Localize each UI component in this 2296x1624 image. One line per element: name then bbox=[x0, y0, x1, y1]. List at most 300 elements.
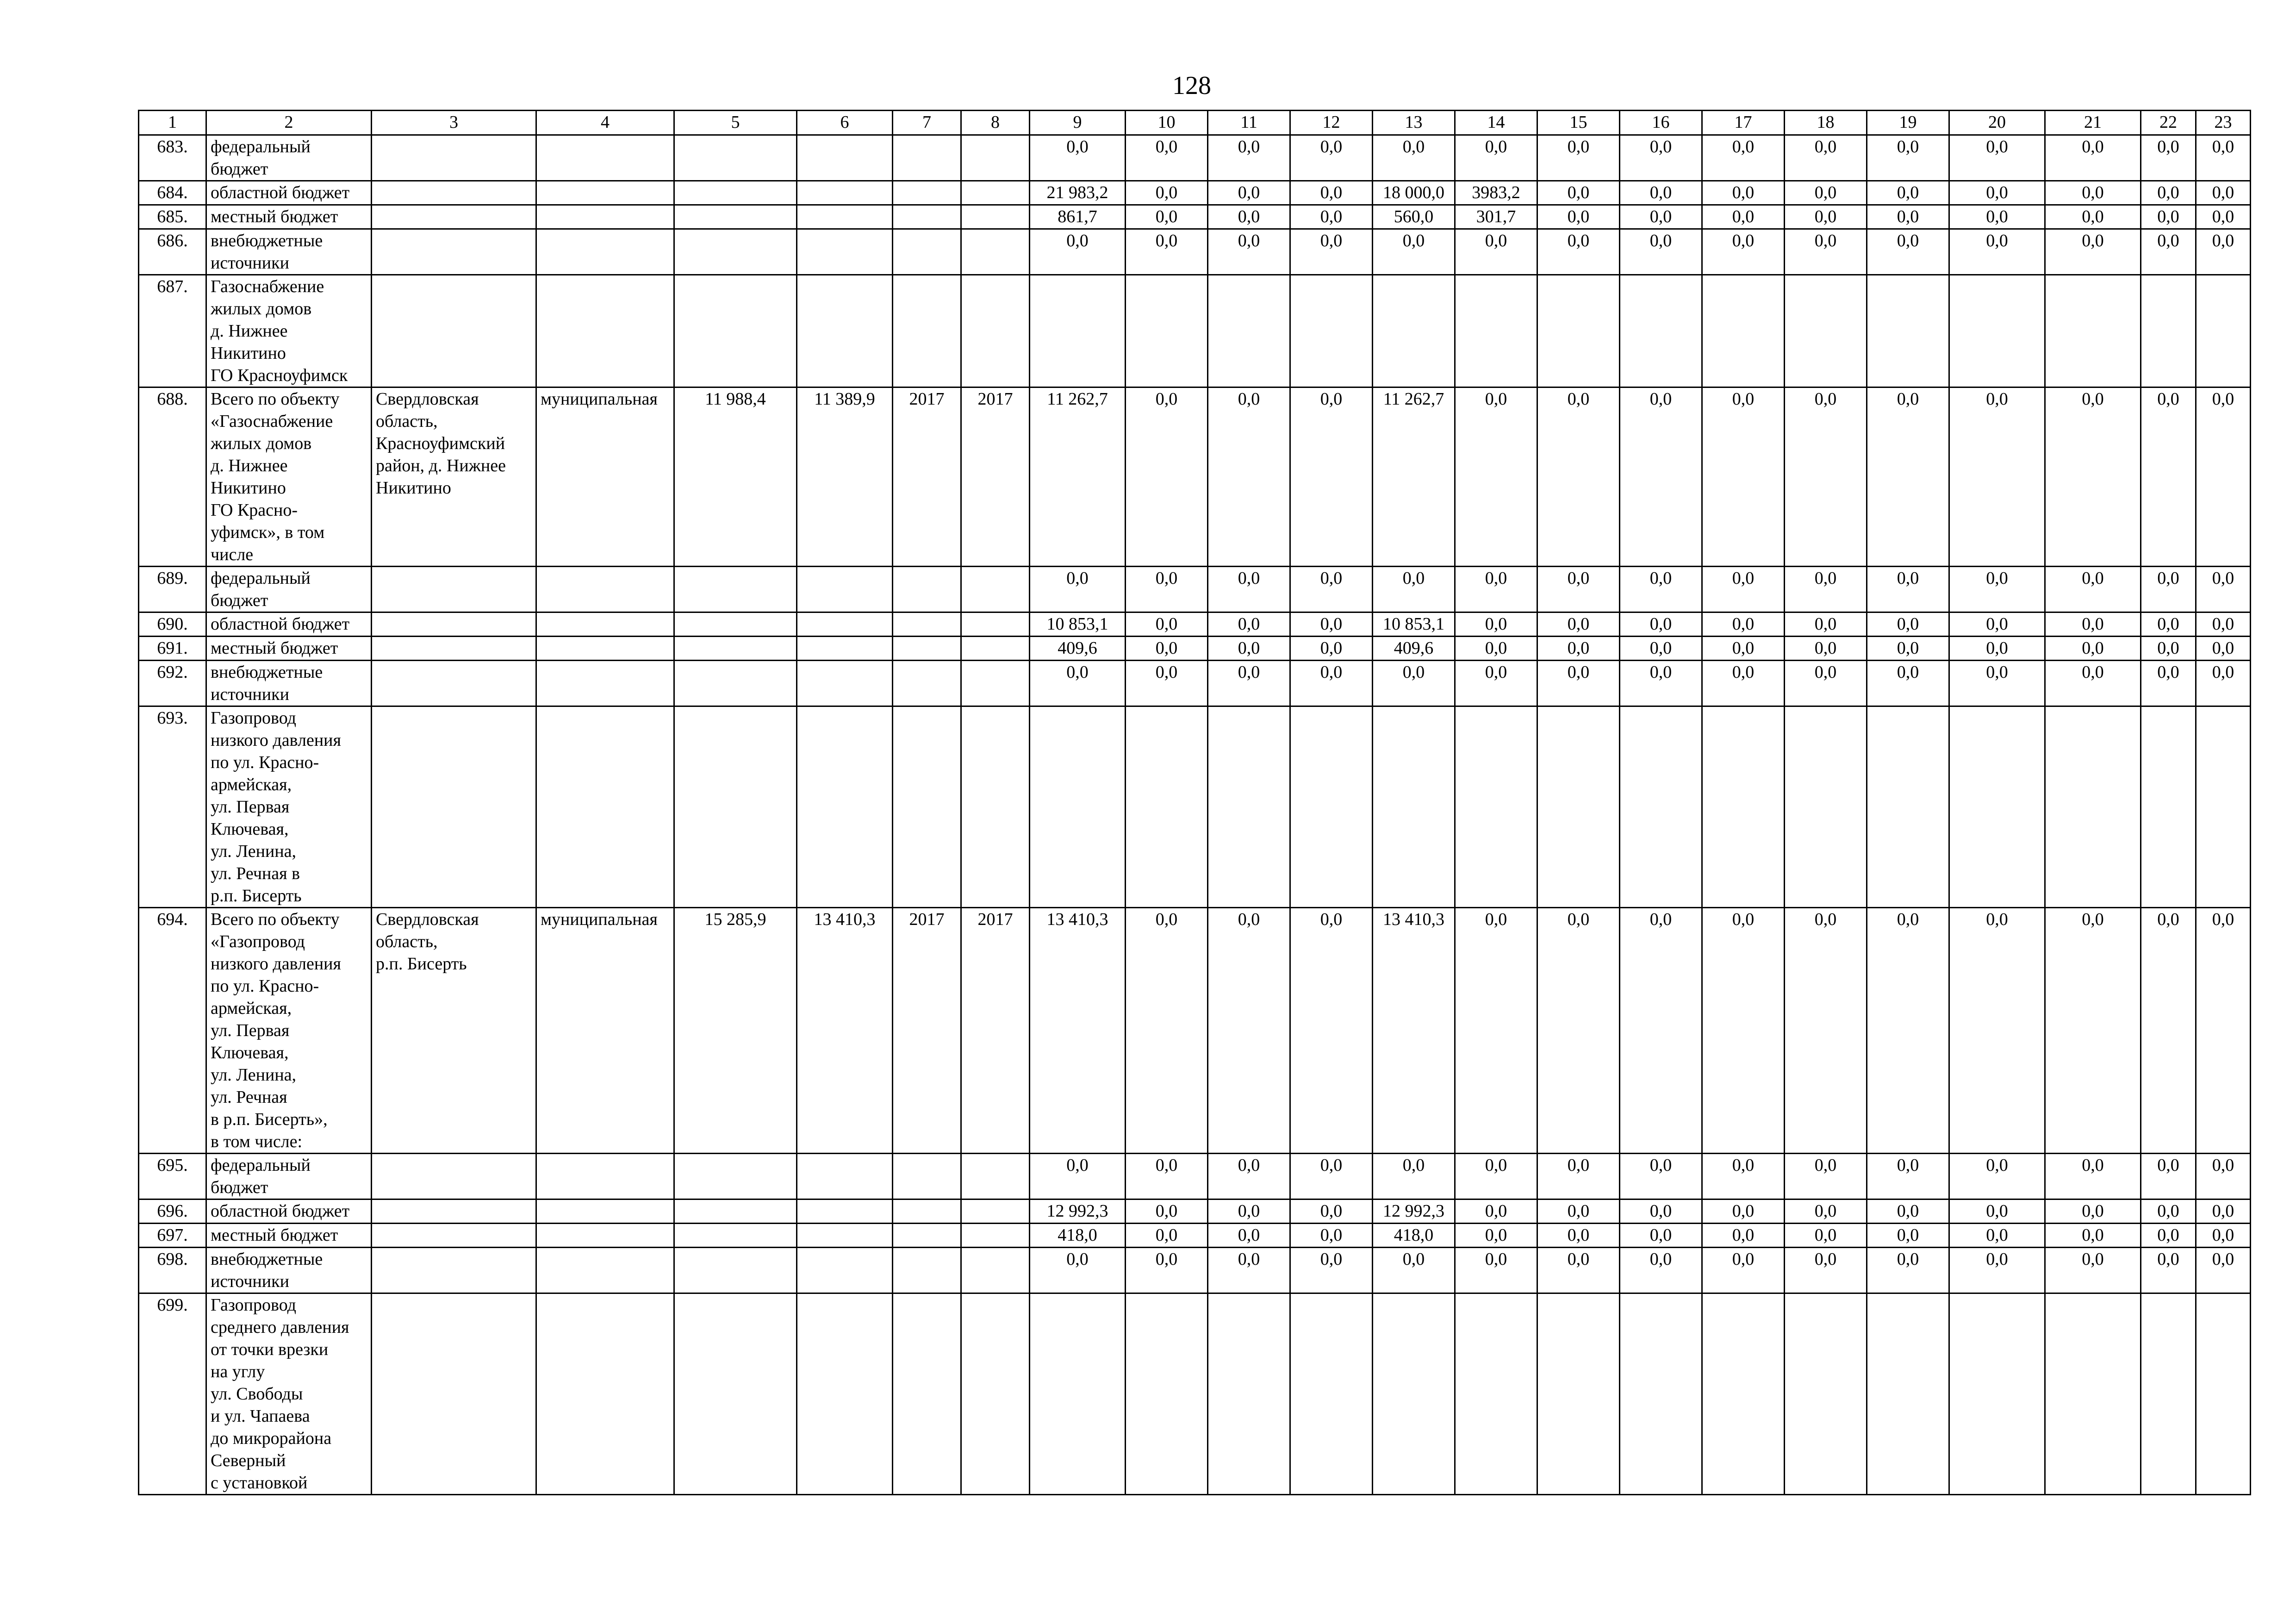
estimated-cost-cell: 11 988,4 bbox=[674, 387, 797, 567]
object-name-cell: местный бюджет bbox=[206, 205, 372, 229]
object-name-cell: Газоснабжение жилых домов д. Нижнее Никитино ГО Красноуфимск bbox=[206, 275, 372, 387]
amount-cell: 0,0 bbox=[1620, 1199, 1702, 1224]
remaining-cost-cell bbox=[797, 1199, 893, 1224]
amount-cell: 0,0 bbox=[2045, 908, 2141, 1154]
column-number-cell: 3 bbox=[372, 111, 536, 135]
amount-cell: 0,0 bbox=[1290, 612, 1373, 637]
end-year-cell bbox=[961, 1293, 1030, 1495]
location-cell bbox=[372, 135, 536, 181]
amount-cell: 0,0 bbox=[1867, 1224, 1949, 1248]
location-cell bbox=[372, 1224, 536, 1248]
amount-cell: 0,0 bbox=[2141, 229, 2196, 275]
row-number-cell: 696. bbox=[139, 1199, 206, 1224]
amount-cell: 0,0 bbox=[1126, 567, 1208, 612]
amount-cell: 0,0 bbox=[1867, 1154, 1949, 1199]
amount-cell: 0,0 bbox=[1373, 135, 1455, 181]
estimated-cost-cell bbox=[674, 1154, 797, 1199]
amount-cell: 0,0 bbox=[1702, 1154, 1785, 1199]
remaining-cost-cell bbox=[797, 275, 893, 387]
amount-cell: 0,0 bbox=[1455, 1199, 1537, 1224]
location-cell bbox=[372, 1154, 536, 1199]
location-cell bbox=[372, 1293, 536, 1495]
ownership-cell bbox=[536, 205, 674, 229]
estimated-cost-cell bbox=[674, 1293, 797, 1495]
amount-cell bbox=[2045, 275, 2141, 387]
amount-cell: 0,0 bbox=[1867, 181, 1949, 205]
amount-cell bbox=[2196, 706, 2251, 908]
amount-cell bbox=[1030, 706, 1126, 908]
amount-cell: 0,0 bbox=[2196, 1224, 2251, 1248]
table-row bbox=[139, 135, 2251, 181]
column-number-cell: 21 bbox=[2045, 111, 2141, 135]
amount-cell: 0,0 bbox=[2196, 135, 2251, 181]
amount-cell: 0,0 bbox=[2045, 229, 2141, 275]
amount-cell: 0,0 bbox=[1208, 612, 1290, 637]
row-number-cell: 684. bbox=[139, 181, 206, 205]
amount-cell: 0,0 bbox=[1702, 181, 1785, 205]
amount-cell: 0,0 bbox=[1620, 612, 1702, 637]
start-year-cell: 2017 bbox=[893, 908, 961, 1154]
amount-cell bbox=[1949, 706, 2045, 908]
amount-cell: 409,6 bbox=[1030, 637, 1126, 661]
amount-cell bbox=[2141, 275, 2196, 387]
amount-cell: 0,0 bbox=[1126, 135, 1208, 181]
amount-cell: 0,0 bbox=[1785, 612, 1867, 637]
remaining-cost-cell bbox=[797, 181, 893, 205]
amount-cell: 0,0 bbox=[1620, 567, 1702, 612]
start-year-cell bbox=[893, 567, 961, 612]
amount-cell: 0,0 bbox=[1620, 637, 1702, 661]
amount-cell: 0,0 bbox=[1537, 387, 1620, 567]
amount-cell bbox=[1702, 706, 1785, 908]
ownership-cell bbox=[536, 135, 674, 181]
row-number-cell: 693. bbox=[139, 706, 206, 908]
ownership-cell bbox=[536, 612, 674, 637]
end-year-cell bbox=[961, 612, 1030, 637]
end-year-cell bbox=[961, 181, 1030, 205]
amount-cell: 0,0 bbox=[1785, 661, 1867, 706]
estimated-cost-cell bbox=[674, 706, 797, 908]
table-row bbox=[139, 612, 2251, 637]
remaining-cost-cell bbox=[797, 661, 893, 706]
row-number-cell: 691. bbox=[139, 637, 206, 661]
amount-cell: 0,0 bbox=[1537, 637, 1620, 661]
table-row bbox=[139, 1199, 2251, 1224]
amount-cell: 0,0 bbox=[1455, 229, 1537, 275]
amount-cell bbox=[1290, 706, 1373, 908]
remaining-cost-cell: 13 410,3 bbox=[797, 908, 893, 1154]
amount-cell: 0,0 bbox=[1290, 637, 1373, 661]
amount-cell: 0,0 bbox=[1702, 229, 1785, 275]
start-year-cell bbox=[893, 1224, 961, 1248]
amount-cell: 0,0 bbox=[1785, 1154, 1867, 1199]
column-number-cell: 10 bbox=[1126, 111, 1208, 135]
amount-cell: 0,0 bbox=[1702, 387, 1785, 567]
amount-cell: 0,0 bbox=[1867, 661, 1949, 706]
ownership-cell bbox=[536, 229, 674, 275]
amount-cell: 0,0 bbox=[1785, 135, 1867, 181]
amount-cell: 0,0 bbox=[1702, 1248, 1785, 1293]
amount-cell: 0,0 bbox=[1785, 387, 1867, 567]
budget-table bbox=[138, 110, 2251, 1495]
amount-cell: 0,0 bbox=[1290, 661, 1373, 706]
amount-cell: 0,0 bbox=[1867, 637, 1949, 661]
amount-cell: 0,0 bbox=[1785, 1248, 1867, 1293]
amount-cell: 0,0 bbox=[1030, 1248, 1126, 1293]
row-number-cell: 689. bbox=[139, 567, 206, 612]
amount-cell bbox=[1785, 1293, 1867, 1495]
end-year-cell bbox=[961, 567, 1030, 612]
amount-cell: 0,0 bbox=[1373, 567, 1455, 612]
amount-cell: 0,0 bbox=[1208, 637, 1290, 661]
start-year-cell: 2017 bbox=[893, 387, 961, 567]
start-year-cell bbox=[893, 1248, 961, 1293]
amount-cell: 0,0 bbox=[1455, 908, 1537, 1154]
estimated-cost-cell bbox=[674, 1224, 797, 1248]
remaining-cost-cell bbox=[797, 229, 893, 275]
amount-cell: 12 992,3 bbox=[1030, 1199, 1126, 1224]
column-number-cell: 8 bbox=[961, 111, 1030, 135]
amount-cell: 0,0 bbox=[2141, 637, 2196, 661]
start-year-cell bbox=[893, 661, 961, 706]
amount-cell bbox=[1702, 1293, 1785, 1495]
amount-cell bbox=[1620, 275, 1702, 387]
amount-cell: 0,0 bbox=[1620, 1224, 1702, 1248]
amount-cell: 0,0 bbox=[1867, 1199, 1949, 1224]
amount-cell: 0,0 bbox=[2045, 1199, 2141, 1224]
amount-cell bbox=[1126, 275, 1208, 387]
amount-cell: 0,0 bbox=[2045, 637, 2141, 661]
amount-cell: 0,0 bbox=[1208, 1248, 1290, 1293]
table-row bbox=[139, 567, 2251, 612]
column-number-cell: 2 bbox=[206, 111, 372, 135]
amount-cell bbox=[1373, 1293, 1455, 1495]
amount-cell bbox=[1208, 706, 1290, 908]
amount-cell bbox=[1949, 275, 2045, 387]
location-cell bbox=[372, 567, 536, 612]
location-cell bbox=[372, 205, 536, 229]
estimated-cost-cell bbox=[674, 181, 797, 205]
remaining-cost-cell bbox=[797, 1293, 893, 1495]
amount-cell bbox=[1537, 1293, 1620, 1495]
location-cell: Свердловская область, р.п. Бисерть bbox=[372, 908, 536, 1154]
amount-cell: 0,0 bbox=[1126, 1154, 1208, 1199]
start-year-cell bbox=[893, 706, 961, 908]
amount-cell bbox=[1208, 1293, 1290, 1495]
amount-cell bbox=[2196, 275, 2251, 387]
amount-cell: 0,0 bbox=[1537, 1199, 1620, 1224]
amount-cell: 0,0 bbox=[2141, 181, 2196, 205]
location-cell bbox=[372, 181, 536, 205]
amount-cell: 0,0 bbox=[1126, 229, 1208, 275]
table-row bbox=[139, 181, 2251, 205]
amount-cell: 0,0 bbox=[1867, 229, 1949, 275]
amount-cell: 0,0 bbox=[1537, 567, 1620, 612]
amount-cell: 0,0 bbox=[1949, 612, 2045, 637]
amount-cell: 0,0 bbox=[1620, 181, 1702, 205]
start-year-cell bbox=[893, 275, 961, 387]
amount-cell: 0,0 bbox=[1949, 637, 2045, 661]
location-cell bbox=[372, 637, 536, 661]
row-number-cell: 683. bbox=[139, 135, 206, 181]
amount-cell bbox=[1867, 1293, 1949, 1495]
amount-cell: 0,0 bbox=[1702, 1199, 1785, 1224]
location-cell bbox=[372, 612, 536, 637]
remaining-cost-cell: 11 389,9 bbox=[797, 387, 893, 567]
amount-cell: 0,0 bbox=[1949, 1154, 2045, 1199]
amount-cell: 0,0 bbox=[1537, 1248, 1620, 1293]
amount-cell: 0,0 bbox=[2045, 387, 2141, 567]
amount-cell: 418,0 bbox=[1030, 1224, 1126, 1248]
estimated-cost-cell bbox=[674, 1199, 797, 1224]
end-year-cell bbox=[961, 1199, 1030, 1224]
end-year-cell bbox=[961, 637, 1030, 661]
amount-cell: 0,0 bbox=[2141, 205, 2196, 229]
amount-cell: 0,0 bbox=[1126, 1224, 1208, 1248]
amount-cell: 0,0 bbox=[2141, 908, 2196, 1154]
ownership-cell: муниципальная bbox=[536, 908, 674, 1154]
amount-cell: 0,0 bbox=[1208, 1154, 1290, 1199]
amount-cell: 0,0 bbox=[1620, 205, 1702, 229]
amount-cell: 0,0 bbox=[2045, 135, 2141, 181]
amount-cell: 0,0 bbox=[1620, 229, 1702, 275]
amount-cell: 0,0 bbox=[2196, 387, 2251, 567]
amount-cell: 0,0 bbox=[1867, 135, 1949, 181]
amount-cell: 0,0 bbox=[1030, 1154, 1126, 1199]
amount-cell: 13 410,3 bbox=[1030, 908, 1126, 1154]
remaining-cost-cell bbox=[797, 612, 893, 637]
amount-cell: 0,0 bbox=[1785, 229, 1867, 275]
amount-cell: 3983,2 bbox=[1455, 181, 1537, 205]
object-name-cell: местный бюджет bbox=[206, 637, 372, 661]
amount-cell: 0,0 bbox=[1537, 135, 1620, 181]
object-name-cell: внебюджетные источники bbox=[206, 229, 372, 275]
amount-cell: 0,0 bbox=[1455, 1248, 1537, 1293]
amount-cell bbox=[1455, 706, 1537, 908]
column-number-cell: 9 bbox=[1030, 111, 1126, 135]
amount-cell: 0,0 bbox=[1455, 1224, 1537, 1248]
amount-cell: 0,0 bbox=[1867, 387, 1949, 567]
amount-cell: 18 000,0 bbox=[1373, 181, 1455, 205]
start-year-cell bbox=[893, 181, 961, 205]
start-year-cell bbox=[893, 135, 961, 181]
end-year-cell bbox=[961, 661, 1030, 706]
amount-cell: 11 262,7 bbox=[1030, 387, 1126, 567]
table-row bbox=[139, 706, 2251, 908]
amount-cell: 0,0 bbox=[1949, 387, 2045, 567]
row-number-cell: 699. bbox=[139, 1293, 206, 1495]
remaining-cost-cell bbox=[797, 1224, 893, 1248]
amount-cell: 0,0 bbox=[1537, 1224, 1620, 1248]
amount-cell: 0,0 bbox=[1126, 908, 1208, 1154]
amount-cell bbox=[2196, 1293, 2251, 1495]
amount-cell: 0,0 bbox=[1949, 181, 2045, 205]
amount-cell: 0,0 bbox=[1867, 567, 1949, 612]
amount-cell bbox=[1537, 275, 1620, 387]
amount-cell bbox=[1208, 275, 1290, 387]
amount-cell bbox=[1702, 275, 1785, 387]
amount-cell bbox=[1949, 1293, 2045, 1495]
start-year-cell bbox=[893, 1154, 961, 1199]
amount-cell: 0,0 bbox=[2045, 205, 2141, 229]
remaining-cost-cell bbox=[797, 135, 893, 181]
amount-cell: 0,0 bbox=[2141, 1248, 2196, 1293]
object-name-cell: Газопровод среднего давления от точки врезки на углу ул. Свободы и ул. Чапаева до микрорайона Северный с установкой bbox=[206, 1293, 372, 1495]
end-year-cell: 2017 bbox=[961, 908, 1030, 1154]
ownership-cell bbox=[536, 275, 674, 387]
amount-cell: 21 983,2 bbox=[1030, 181, 1126, 205]
estimated-cost-cell bbox=[674, 612, 797, 637]
amount-cell: 10 853,1 bbox=[1373, 612, 1455, 637]
amount-cell: 0,0 bbox=[1702, 135, 1785, 181]
remaining-cost-cell bbox=[797, 637, 893, 661]
amount-cell: 0,0 bbox=[1867, 612, 1949, 637]
column-number-cell: 19 bbox=[1867, 111, 1949, 135]
amount-cell: 0,0 bbox=[2141, 1199, 2196, 1224]
column-number-cell: 4 bbox=[536, 111, 674, 135]
start-year-cell bbox=[893, 612, 961, 637]
amount-cell: 0,0 bbox=[1290, 1199, 1373, 1224]
amount-cell: 0,0 bbox=[1208, 181, 1290, 205]
ownership-cell bbox=[536, 637, 674, 661]
table-row bbox=[139, 661, 2251, 706]
amount-cell: 0,0 bbox=[1290, 387, 1373, 567]
amount-cell: 0,0 bbox=[2045, 181, 2141, 205]
amount-cell: 0,0 bbox=[1290, 908, 1373, 1154]
ownership-cell bbox=[536, 661, 674, 706]
amount-cell: 0,0 bbox=[2196, 1248, 2251, 1293]
amount-cell: 0,0 bbox=[1290, 1154, 1373, 1199]
amount-cell: 0,0 bbox=[2196, 1199, 2251, 1224]
location-cell bbox=[372, 1248, 536, 1293]
amount-cell: 0,0 bbox=[2045, 567, 2141, 612]
amount-cell: 0,0 bbox=[1702, 612, 1785, 637]
amount-cell: 0,0 bbox=[2196, 1154, 2251, 1199]
amount-cell: 0,0 bbox=[1208, 567, 1290, 612]
amount-cell: 0,0 bbox=[1785, 181, 1867, 205]
amount-cell: 0,0 bbox=[2196, 567, 2251, 612]
row-number-cell: 697. bbox=[139, 1224, 206, 1248]
amount-cell: 0,0 bbox=[2141, 1224, 2196, 1248]
amount-cell: 0,0 bbox=[1126, 387, 1208, 567]
amount-cell: 0,0 bbox=[1290, 229, 1373, 275]
table-row bbox=[139, 205, 2251, 229]
column-number-row bbox=[139, 111, 2251, 135]
amount-cell: 0,0 bbox=[1620, 387, 1702, 567]
amount-cell: 0,0 bbox=[1620, 908, 1702, 1154]
table-body bbox=[139, 111, 2251, 1495]
amount-cell bbox=[1620, 1293, 1702, 1495]
column-number-cell: 1 bbox=[139, 111, 206, 135]
amount-cell: 0,0 bbox=[1785, 567, 1867, 612]
amount-cell: 0,0 bbox=[2045, 1248, 2141, 1293]
row-number-cell: 695. bbox=[139, 1154, 206, 1199]
column-number-cell: 12 bbox=[1290, 111, 1373, 135]
amount-cell: 0,0 bbox=[1537, 229, 1620, 275]
amount-cell: 0,0 bbox=[1785, 637, 1867, 661]
object-name-cell: Газопровод низкого давления по ул. Красно- армейская, ул. Первая Ключевая, ул. Ленина, ул. Речная в р.п. Бисерть bbox=[206, 706, 372, 908]
amount-cell: 560,0 bbox=[1373, 205, 1455, 229]
amount-cell: 0,0 bbox=[1455, 637, 1537, 661]
amount-cell: 0,0 bbox=[1702, 908, 1785, 1154]
amount-cell: 0,0 bbox=[1208, 661, 1290, 706]
amount-cell bbox=[1290, 275, 1373, 387]
amount-cell: 0,0 bbox=[1537, 612, 1620, 637]
column-number-cell: 7 bbox=[893, 111, 961, 135]
estimated-cost-cell bbox=[674, 1248, 797, 1293]
ownership-cell bbox=[536, 181, 674, 205]
column-number-cell: 18 bbox=[1785, 111, 1867, 135]
start-year-cell bbox=[893, 1199, 961, 1224]
row-number-cell: 688. bbox=[139, 387, 206, 567]
estimated-cost-cell bbox=[674, 637, 797, 661]
amount-cell bbox=[1455, 1293, 1537, 1495]
amount-cell: 0,0 bbox=[1208, 135, 1290, 181]
amount-cell bbox=[1867, 275, 1949, 387]
amount-cell: 301,7 bbox=[1455, 205, 1537, 229]
amount-cell bbox=[1373, 706, 1455, 908]
column-number-cell: 5 bbox=[674, 111, 797, 135]
amount-cell: 0,0 bbox=[1620, 135, 1702, 181]
amount-cell: 0,0 bbox=[1290, 135, 1373, 181]
remaining-cost-cell bbox=[797, 205, 893, 229]
estimated-cost-cell bbox=[674, 567, 797, 612]
table-row bbox=[139, 908, 2251, 1154]
end-year-cell bbox=[961, 205, 1030, 229]
amount-cell: 0,0 bbox=[2045, 612, 2141, 637]
remaining-cost-cell bbox=[797, 1248, 893, 1293]
amount-cell: 0,0 bbox=[1126, 205, 1208, 229]
amount-cell: 0,0 bbox=[1455, 567, 1537, 612]
column-number-cell: 15 bbox=[1537, 111, 1620, 135]
amount-cell: 0,0 bbox=[1702, 661, 1785, 706]
amount-cell bbox=[1537, 706, 1620, 908]
amount-cell bbox=[2045, 706, 2141, 908]
amount-cell: 0,0 bbox=[1373, 229, 1455, 275]
amount-cell: 0,0 bbox=[1290, 181, 1373, 205]
amount-cell: 861,7 bbox=[1030, 205, 1126, 229]
amount-cell: 0,0 bbox=[1126, 1199, 1208, 1224]
estimated-cost-cell: 15 285,9 bbox=[674, 908, 797, 1154]
column-number-cell: 6 bbox=[797, 111, 893, 135]
amount-cell: 0,0 bbox=[1126, 1248, 1208, 1293]
amount-cell: 0,0 bbox=[2045, 1154, 2141, 1199]
end-year-cell: 2017 bbox=[961, 387, 1030, 567]
amount-cell: 0,0 bbox=[1455, 387, 1537, 567]
location-cell bbox=[372, 275, 536, 387]
object-name-cell: областной бюджет bbox=[206, 181, 372, 205]
amount-cell: 0,0 bbox=[1030, 229, 1126, 275]
amount-cell: 0,0 bbox=[2196, 637, 2251, 661]
row-number-cell: 686. bbox=[139, 229, 206, 275]
amount-cell: 12 992,3 bbox=[1373, 1199, 1455, 1224]
amount-cell: 0,0 bbox=[1785, 205, 1867, 229]
object-name-cell: Всего по объекту «Газоснабжение жилых домов д. Нижнее Никитино ГО Красно- уфимск», в том числе bbox=[206, 387, 372, 567]
amount-cell: 0,0 bbox=[1702, 637, 1785, 661]
amount-cell bbox=[1126, 1293, 1208, 1495]
amount-cell: 0,0 bbox=[1455, 135, 1537, 181]
start-year-cell bbox=[893, 229, 961, 275]
column-number-cell: 17 bbox=[1702, 111, 1785, 135]
amount-cell: 0,0 bbox=[1949, 908, 2045, 1154]
amount-cell: 0,0 bbox=[1620, 661, 1702, 706]
amount-cell: 0,0 bbox=[1030, 567, 1126, 612]
amount-cell: 0,0 bbox=[1126, 612, 1208, 637]
amount-cell: 0,0 bbox=[1208, 205, 1290, 229]
amount-cell: 0,0 bbox=[1126, 661, 1208, 706]
object-name-cell: федеральный бюджет bbox=[206, 1154, 372, 1199]
table-row bbox=[139, 275, 2251, 387]
